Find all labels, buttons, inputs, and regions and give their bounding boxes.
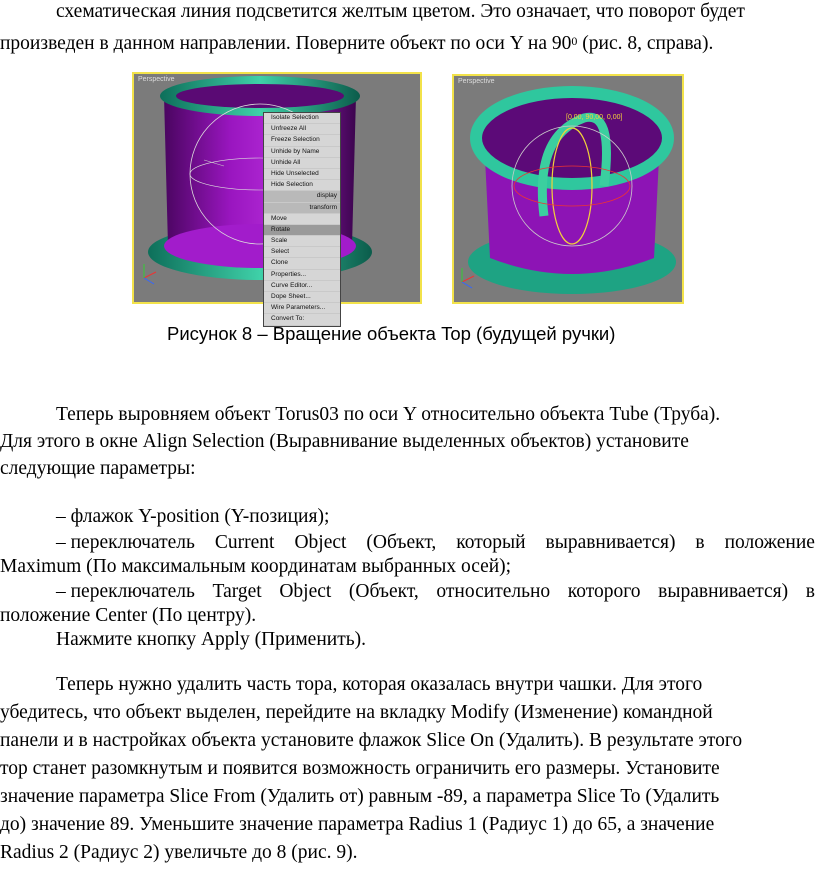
right-viewport-image xyxy=(452,74,684,304)
text-line: следующие параметры: xyxy=(0,458,196,479)
bullet-item: – переключатель Target Object (Объект, относительно которого выравнивается) в xyxy=(56,581,815,602)
menu-item: Unfreeze All xyxy=(264,124,340,135)
viewport-label: Perspective xyxy=(458,78,495,85)
text-line: Radius 2 (Радиус 2) увеличьте до 8 (рис. 9). xyxy=(0,842,358,863)
menu-item: Unhide All xyxy=(264,158,340,169)
menu-item: Clone xyxy=(264,258,340,269)
text-line: схематическая линия подсветится желтым цветом. Это означает, что поворот будет xyxy=(56,1,745,22)
menu-item: Select xyxy=(264,247,340,258)
menu-item: Wire Parameters... xyxy=(264,303,340,314)
text-line: Maximum (По максимальным координатам выбранных осей); xyxy=(0,556,512,577)
rotation-coordinates: [0,00, 90,00, 0,00] xyxy=(566,114,623,121)
text-line: произведен в данном направлении. Поверните объект по оси Y на $90^0$ (рис. 8, справа). xyxy=(0,33,714,54)
text-line: Нажмите кнопку Apply (Применить). xyxy=(56,629,366,650)
bullet-item: – переключатель Current Object (Объект, который выравнивается) в положение xyxy=(56,532,815,553)
menu-item-highlighted: Rotate xyxy=(264,225,340,236)
text-line: положение Center (По центру). xyxy=(0,605,257,626)
bullet-item: – флажок Y-position (Y-позиция); xyxy=(56,506,330,527)
menu-item: Unhide by Name xyxy=(264,147,340,158)
menu-item: Hide Unselected xyxy=(264,169,340,180)
menu-item: Hide Selection xyxy=(264,180,340,191)
menu-item: Dope Sheet... xyxy=(264,292,340,303)
text-line: Теперь выровняем объект Torus03 по оси Y относительно объекта Tube (Труба). xyxy=(56,404,721,425)
figure-caption: Рисунок 8 – Вращение объекта Top (будущей ручки) xyxy=(167,323,616,344)
text-line: Для этого в окне Align Selection (Выравнивание выделенных объектов) установите xyxy=(0,431,689,452)
text-line: значение параметра Slice From (Удалить от) равным -89, а параметра Slice To (Удалить xyxy=(0,786,720,807)
left-viewport-image xyxy=(132,72,422,323)
menu-item: Isolate Selection xyxy=(264,113,340,124)
viewport-label: Perspective xyxy=(138,76,175,83)
text-line: убедитесь, что объект выделен, перейдите на вкладку Modify (Изменение) командной xyxy=(0,702,713,723)
menu-item: Curve Editor... xyxy=(264,281,340,292)
text-line: панели и в настройках объекта установите флажок Slice On (Удалить). В результате этого xyxy=(0,730,743,751)
menu-section-header: transform xyxy=(264,203,340,214)
menu-item: Convert To: xyxy=(264,314,340,325)
menu-item: Properties... xyxy=(264,270,340,281)
context-quad-menu xyxy=(263,112,341,327)
text-line: тор станет разомкнутым и появится возможность ограничить его размеры. Установите xyxy=(0,758,720,779)
menu-section-header: display xyxy=(264,191,340,202)
menu-item: Scale xyxy=(264,236,340,247)
cup-rotation-illustration xyxy=(454,76,686,306)
superscript: 0 xyxy=(571,34,578,48)
menu-item: Freeze Selection xyxy=(264,135,340,146)
text-line: до) значение 89. Уменьшите значение параметра Radius 1 (Радиус 1) до 65, а значение xyxy=(0,814,715,835)
text-line: Теперь нужно удалить часть тора, которая оказалась внутри чашки. Для этого xyxy=(56,674,703,695)
menu-item: Move xyxy=(264,214,340,225)
